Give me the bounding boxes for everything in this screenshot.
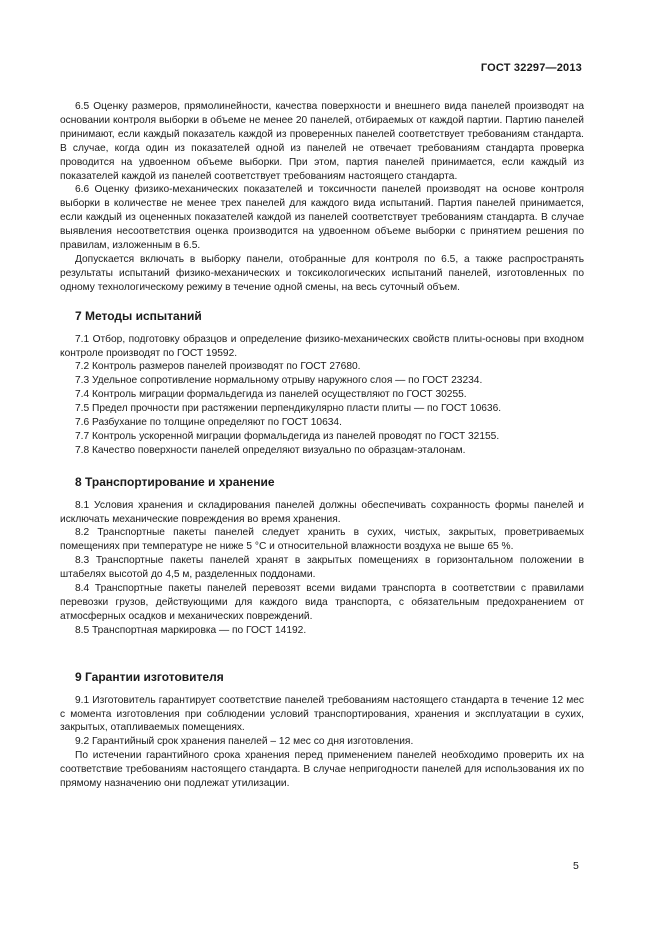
paragraph-9-2: 9.2 Гарантийный срок хранения панелей – 12 мес со дня изготовления. (75, 736, 414, 748)
paragraph-8-1: 8.1 Условия хранения и складирования панелей должны обеспечивать сохранность формы панелей и исключать механические повреждения во время хранения. (60, 499, 584, 525)
paragraph-8-5: 8.5 Транспортная маркировка — по ГОСТ 14192. (75, 624, 307, 636)
paragraph-9-3: По истечении гарантийного срока хранения перед применением панелей необходимо проверить их на соответствие требованиям настоящего стандарта. В случае непригодности панелей для использования их по прямому назначению они подлежат утилизации. (60, 750, 584, 790)
paragraph-7-6: 7.6 Разбухание по толщине определяют по ГОСТ 10634. (75, 417, 342, 429)
paragraph-7-8: 7.8 Качество поверхности панелей определяют визуально по образцам-эталонам. (75, 444, 466, 456)
paragraph-6-6-note: Допускается включать в выборку панели, отобранные для контроля по 6.5, а также распространять результаты испытаний физико-механических и токсикологических испытаний панелей, изготовленных по одному технологическому режиму в течение одной смены, на весь суточный объем. (60, 253, 584, 293)
paragraph-7-1: 7.1 Отбор, подготовку образцов и определение физико-механических свойств плиты-основы при входном контроле производят по ГОСТ 19592. (60, 333, 584, 359)
page-number: 5 (573, 860, 579, 872)
paragraph-9-1: 9.1 Изготовитель гарантирует соответствие панелей требованиям настоящего стандарта в течение 12 мес с момента изготовления при соблюдении условий транспортирования, хранения и эксплуатации в сухих, закрытых, отапливаемых помещениях. (60, 694, 584, 734)
paragraph-7-5: 7.5 Предел прочности при растяжении перпендикулярно пласти плиты — по ГОСТ 10636. (75, 403, 502, 415)
paragraph-8-3: 8.3 Транспортные пакеты панелей хранят в закрытых помещениях в горизонтальном положении в штабелях высотой до 4,5 м, разделенных поддонами. (60, 555, 584, 581)
document-body (60, 100, 584, 791)
paragraph-7-2: 7.2 Контроль размеров панелей производят по ГОСТ 27680. (75, 361, 361, 373)
section-8-heading: 8 Транспортирование и хранение (75, 474, 275, 489)
paragraph-7-7: 7.7 Контроль ускоренной миграции формальдегида из панелей проводят по ГОСТ 32155. (75, 430, 500, 442)
paragraph-7-3: 7.3 Удельное сопротивление нормальному отрыву наружного слоя — по ГОСТ 23234. (75, 375, 483, 387)
document-header: ГОСТ 32297—2013 (480, 62, 582, 74)
paragraph-6-6: 6.6 Оценку физико-механических показателей и токсичности панелей производят на основе контроля выборки в количестве не менее трех панелей для каждого вида испытаний. Партия панелей принимается, если каждый из оцененных показателей каждой из панелей соответствует требованиям стандарта. В случае выявления несоответствия оценка производится на удвоенном объеме выборки с принятием решения по правилам, изложенным в 6.5. (60, 184, 584, 252)
paragraph-6-5: 6.5 Оценку размеров, прямолинейности, качества поверхности и внешнего вида панелей производят на основании контроля выборки в объеме не менее 20 панелей, отбираемых от каждой партии. Партию панелей принимают, если каждый показатель каждой из проверенных панелей соответствует требованиям стандарта. В случае, когда один из показателей одной из панелей не отвечает требованиям стандарта проверка проводится на удвоенном объеме выборки. При этом, партия панелей принимается, если каждый из показателей каждой из панелей соответствует требованиям настоящего стандарта. (60, 101, 584, 182)
section-9-heading: 9 Гарантии изготовителя (75, 669, 224, 684)
paragraph-8-2: 8.2 Транспортные пакеты панелей следует хранить в сухих, чистых, закрытых, проветриваемых помещениях при температуре не ниже 5 °С и относительной влажности воздуха не выше 65 %. (60, 527, 584, 553)
paragraph-8-4: 8.4 Транспортные пакеты панелей перевозят всеми видами транспорта в соответствии с правилами перевозки грузов, действующими для каждого вида транспорта, с обязательным предохранением от атмосферных осадков и механических повреждений. (60, 583, 584, 622)
paragraph-7-4: 7.4 Контроль миграции формальдегида из панелей осуществляют по ГОСТ 30255. (75, 389, 467, 401)
section-7-heading: 7 Методы испытаний (75, 308, 202, 323)
